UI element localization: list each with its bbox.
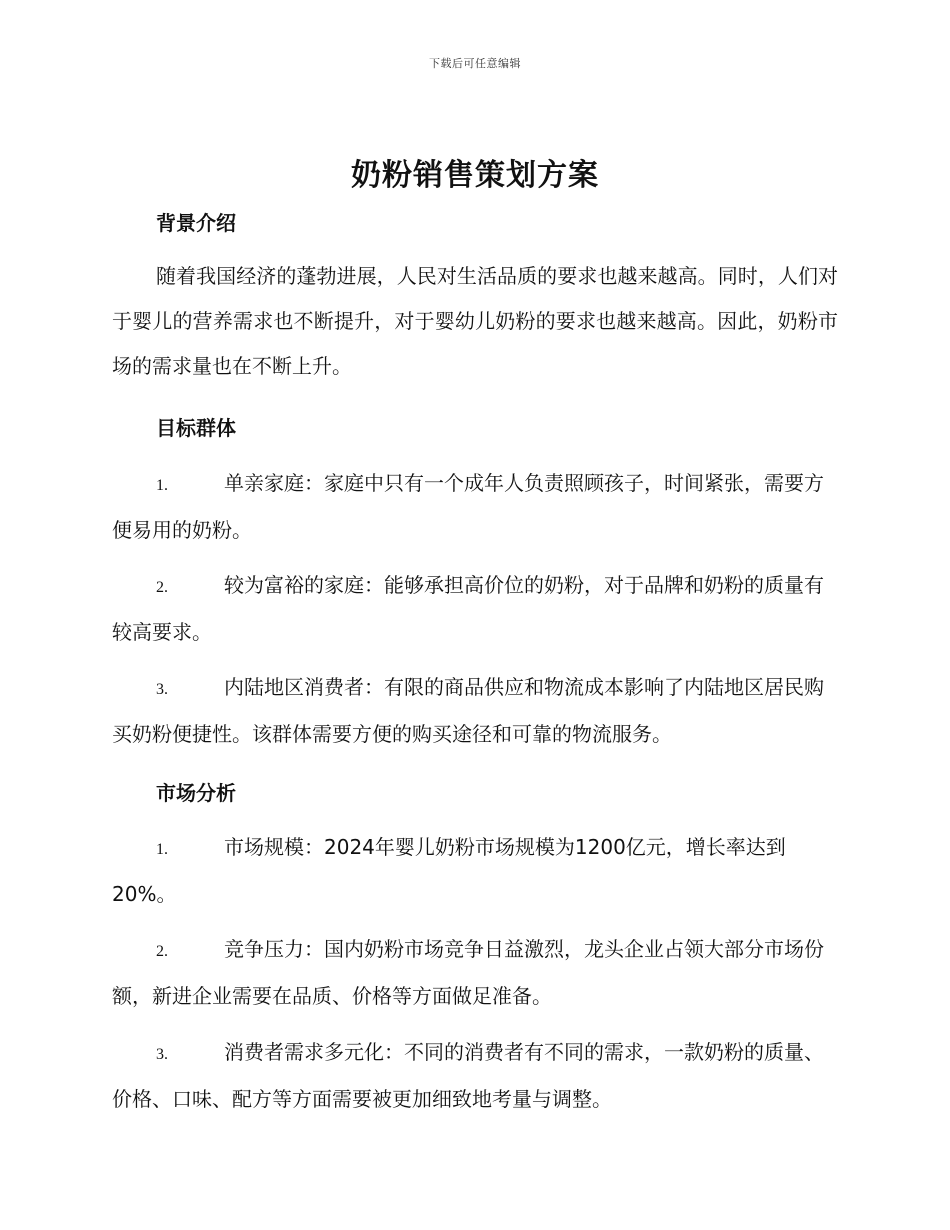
list-item-text: 较为富裕的家庭：能够承担高价位的奶粉，对于品牌和奶粉的质量有较高要求。	[112, 573, 824, 644]
list-item	[112, 1030, 838, 1122]
list-item-number: 2.	[156, 579, 168, 596]
list-item	[112, 461, 838, 553]
background-paragraph: 随着我国经济的蓬勃进展，人民对生活品质的要求也越来越高。同时，人们对于婴儿的营养需求也不断提升，对于婴幼儿奶粉的要求也越来越高。因此，奶粉市场的需求量也在不断上升。	[112, 264, 838, 378]
document-title: 奶粉销售策划方案	[351, 158, 599, 193]
list-item-text: 市场规模：2024年婴儿奶粉市场规模为1200亿元，增长率达到20%。	[112, 835, 786, 906]
list-item-text: 单亲家庭：家庭中只有一个成年人负责照顾孩子，时间紧张，需要方便易用的奶粉。	[112, 471, 824, 542]
header-note: 下载后可任意编辑	[429, 57, 521, 70]
section-heading-target: 目标群体	[156, 416, 236, 440]
list-item	[112, 665, 838, 757]
list-item-text: 消费者需求多元化：不同的消费者有不同的需求，一款奶粉的质量、价格、口味、配方等方面需要被更加细致地考量与调整。	[112, 1040, 824, 1111]
list-item-number: 1.	[156, 841, 168, 858]
list-item	[112, 825, 838, 917]
list-item-number: 3.	[156, 1046, 168, 1063]
list-item-number: 3.	[156, 681, 168, 698]
section-heading-market: 市场分析	[156, 781, 236, 805]
list-item	[112, 927, 838, 1019]
list-item-text: 竞争压力：国内奶粉市场竞争日益激烈，龙头企业占领大部分市场份额，新进企业需要在品质、价格等方面做足准备。	[112, 937, 824, 1008]
list-item-text: 内陆地区消费者：有限的商品供应和物流成本影响了内陆地区居民购买奶粉便捷性。该群体需要方便的购买途径和可靠的物流服务。	[112, 675, 824, 746]
list-item-number: 2.	[156, 943, 168, 960]
list-item-number: 1.	[156, 477, 168, 494]
list-item	[112, 563, 838, 655]
section-heading-background: 背景介绍	[156, 211, 236, 235]
